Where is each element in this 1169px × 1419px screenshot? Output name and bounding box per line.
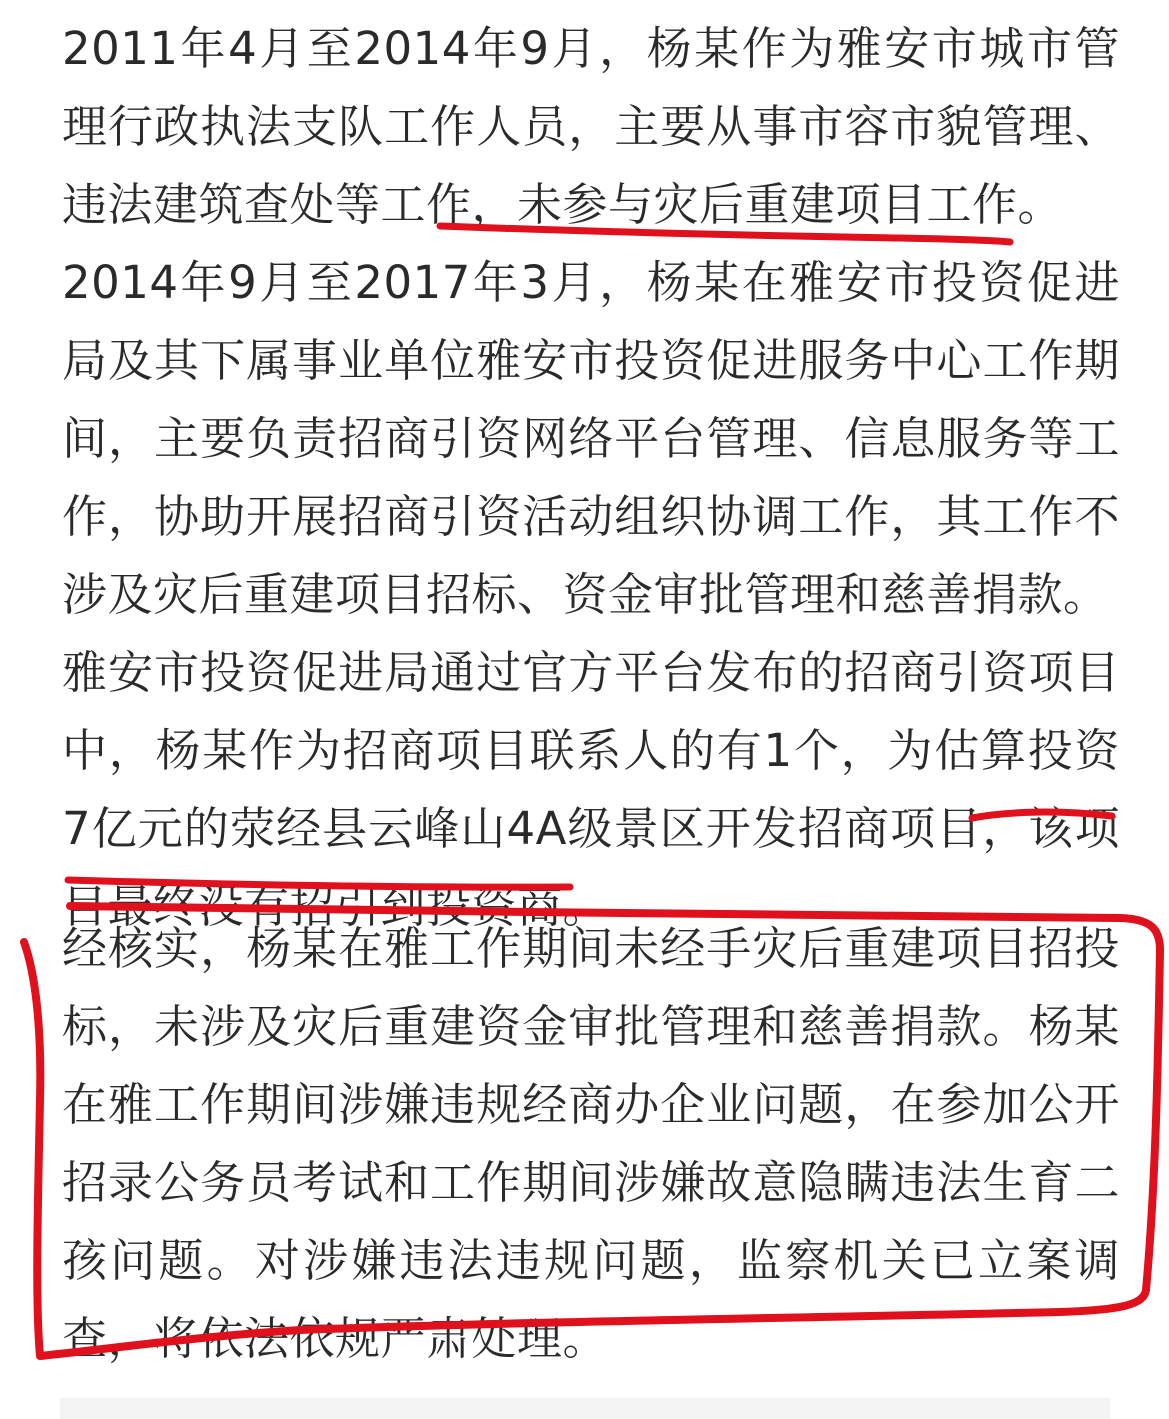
paragraph-work-history-2: 2014年9月至2017年3月，杨某在雅安市投资促进局及其下属事业单位雅安市投资促进服务中心工作期间，主要负责招商引资网络平台管理、信息服务等工作，协助开展招商引资活动组织协调工作，其工作不涉及灾后重建项目招标、资金审批管理和慈善捐款。 [62,256,1120,621]
paragraph-investment-project: 雅安市投资促进局通过官方平台发布的招商引资项目中，杨某作为招商项目联系人的有1个，为估算投资7亿元的荥经县云峰山4A级景区开发招商项目，该项目最终没有招引到投资商。 [62,646,1120,933]
paragraph-work-history-1: 2011年4月至2014年9月，杨某作为雅安市城市管理行政执法支队工作人员，主要从事市容市貌管理、违法建筑查处等工作，未参与灾后重建项目工作。 [62,22,1120,231]
page-bottom-strip [60,1398,1110,1419]
paragraph-verification-result: 经核实，杨某在雅工作期间未经手灾后重建项目招投标，未涉及灾后重建资金审批管理和慈善捐款。杨某在雅工作期间涉嫌违规经商办企业问题，在参加公开招录公务员考试和工作期间涉嫌故意隐瞒违法生育二孩问题。对涉嫌违法违规问题，监察机关已立案调查，将依法依规严肃处理。 [62,922,1120,1365]
